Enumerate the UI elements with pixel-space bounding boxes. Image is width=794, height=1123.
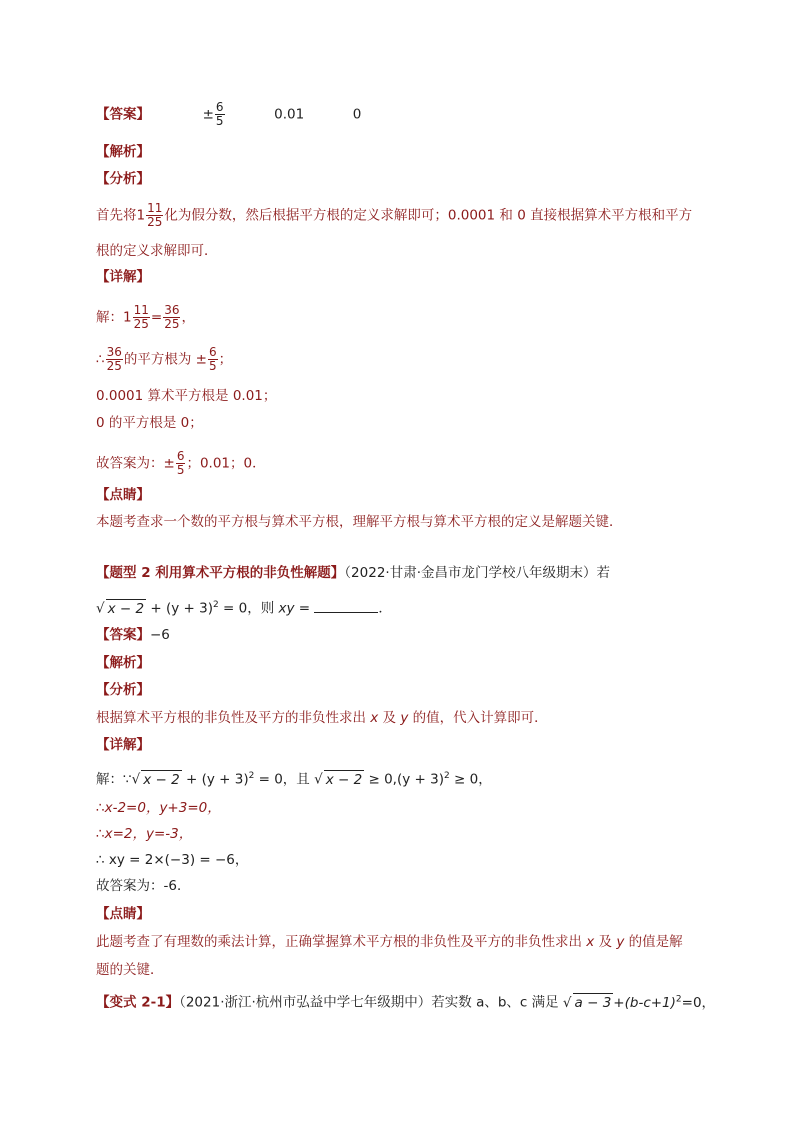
q2-detail-line3: ∴x=2，y=-3，	[96, 826, 193, 842]
q2-answer-value: −6	[150, 627, 170, 643]
q2-detail-line5: 故答案为：-6．	[96, 878, 191, 894]
q1-comment: 本题考查求一个数的平方根与算术平方根，理解平方根与算术平方根的定义是解题关键．	[96, 514, 623, 530]
comment-tag-2: 【点睛】	[96, 906, 150, 922]
q3-tag: 【变式 2-1】	[96, 994, 180, 1011]
analysis-tag-2: 【解析】	[96, 655, 150, 671]
answer-tag: 【答案】	[96, 106, 150, 123]
q2-comment-line2: 题的关键．	[96, 962, 164, 978]
q1-answer-pm: ±	[202, 106, 214, 123]
q2-detail-line2: ∴x-2=0，y+3=0，	[96, 800, 221, 816]
q1-detail-line3: 0.0001 算术平方根是 0.01；	[96, 388, 277, 404]
q2-answer-line: 【答案】−6	[96, 627, 170, 643]
q2-answer-blank	[314, 600, 378, 613]
q2-title-tag: 【题型 2 利用算术平方根的非负性解题】	[96, 565, 345, 581]
q1-answer-b: 0.01	[274, 106, 305, 123]
q1-answer-fraction: $\frac{6}{5}$	[215, 100, 224, 128]
q1-fenxi-line2: 根的定义求解即可．	[96, 243, 218, 259]
q1-mixed-number: 1 $\frac{11}{25}$	[136, 201, 163, 229]
q1-detail-line2: ∴ $\frac{36}{25}$ 的平方根为 ± $\frac{6}{5}$ ；	[96, 345, 233, 373]
q1-detail-line5: 故答案为：± $\frac{6}{5}$ ；0.01；0．	[96, 449, 266, 477]
analysis-tag-1: 【解析】	[96, 144, 150, 160]
q3-source: （2021·浙江·杭州市弘益中学七年级期中）若实数 a、b、c 满足	[179, 994, 563, 1011]
fenxi-tag-2: 【分析】	[96, 682, 150, 698]
q1-fenxi-line1: 首先将1 $\frac{11}{25}$ 化为假分数，然后根据平方根的定义求解即可；0.0001 和 0 直接根据算术平方根和平方	[96, 201, 693, 229]
q1-detail-line1: 解：1 $\frac{11}{25}$ = $\frac{36}{25}$ ，	[96, 303, 195, 331]
q1-answer-c: 0	[352, 106, 362, 123]
comment-tag-1: 【点睛】	[96, 487, 150, 503]
q2-comment-line1: 此题考查了有理数的乘法计算，正确掌握算术平方根的非负性及平方的非负性求出 x 及 y 的值是解	[96, 934, 683, 950]
q2-detail-line4: ∴ xy = 2×(−3) = −6，	[96, 852, 249, 868]
detail-tag-2: 【详解】	[96, 737, 150, 753]
q2-stem-line: √ $x - 2 + (y + 3)^2 = 0$，则 xy = ．	[96, 600, 392, 617]
detail-tag-1: 【详解】	[96, 269, 150, 285]
q1-detail-line4: 0 的平方根是 0；	[96, 415, 203, 431]
q2-title-source: （2022·甘肃·金昌市龙门学校八年级期末）若	[344, 565, 610, 581]
q2-title-line	[96, 564, 610, 582]
q1-answer-line	[96, 101, 361, 128]
q3-line: 【变式 2-1】（2021·浙江·杭州市弘益中学七年级期中）若实数 a、b、c 满足 √ $a - 3 +(b-c+1)^2=0$，	[96, 994, 716, 1011]
q2-fenxi: 根据算术平方根的非负性及平方的非负性求出 x 及 y 的值，代入计算即可．	[96, 710, 548, 726]
q2-detail-line1: 解：∵√ $x - 2 + (y + 3)^2 = 0$，且 √ $x - 2 \ge 0,(y + 3)^2 \ge 0$，	[96, 771, 492, 788]
fenxi-tag-1: 【分析】	[96, 171, 150, 187]
